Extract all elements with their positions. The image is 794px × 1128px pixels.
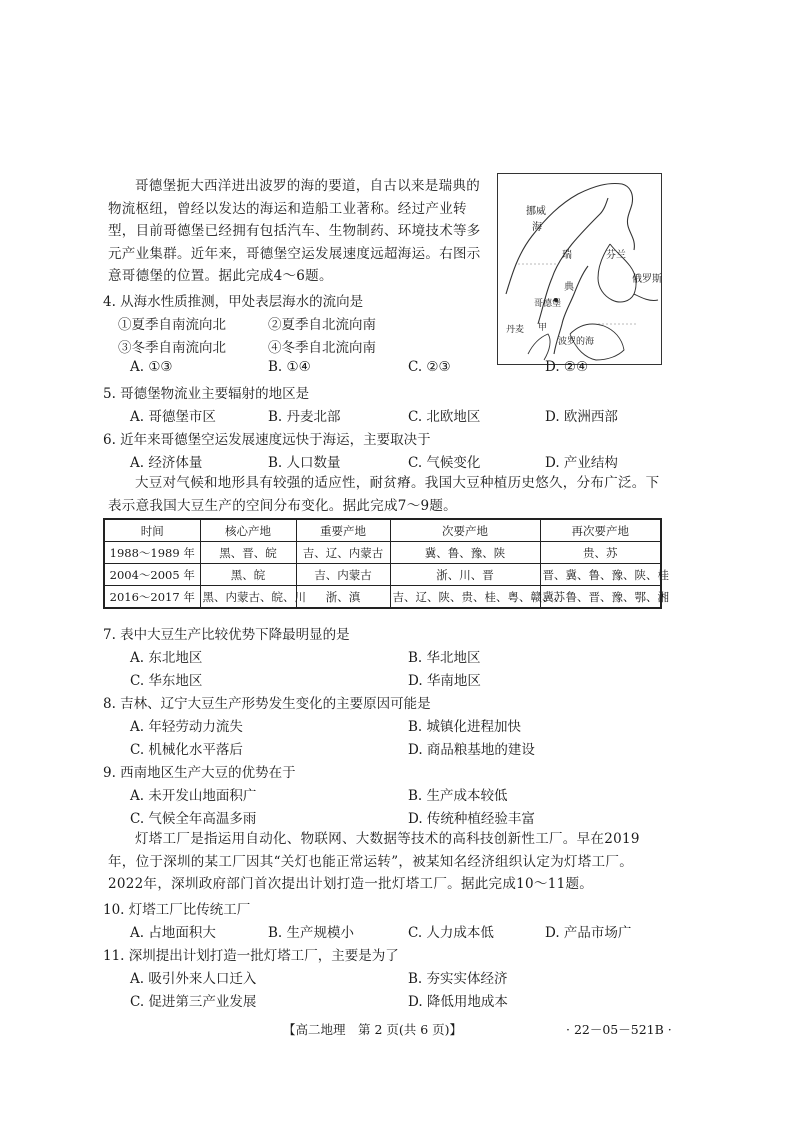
q7-option-b[interactable]: B. 华北地区	[408, 650, 481, 666]
q10-option-b[interactable]: B. 生产规模小	[268, 925, 355, 941]
q6-option-c[interactable]: C. 气候变化	[408, 455, 481, 471]
q10-option-d[interactable]: D. 产品市场广	[545, 925, 632, 941]
table-header: 重要产地	[296, 519, 390, 542]
table-cell: 冀、鲁、豫、陕	[390, 542, 540, 564]
table-cell: 吉、辽、陕、贵、桂、粤、赣、苏	[390, 586, 540, 609]
q6-option-a[interactable]: A. 经济体量	[130, 455, 203, 471]
q10-option-c[interactable]: C. 人力成本低	[408, 925, 494, 941]
table-cell: 浙、滇	[296, 586, 390, 609]
q4-item-1: ①夏季自南流向北	[118, 317, 226, 333]
passage-goteborg: 哥德堡扼大西洋进出波罗的海的要道，自古以来是瑞典的物流枢纽，曾经以发达的海运和造船工业著称。经过产业转型，目前哥德堡已经拥有包括汽车、生物制药、环境技术等多元产业集群。近年来，哥德堡空运发展速度远超海运。右图示意哥德堡的位置。据此完成4～6题。	[108, 178, 481, 284]
table-row	[104, 586, 661, 609]
q9-option-d[interactable]: D. 传统种植经验丰富	[408, 811, 535, 827]
table-header-row	[104, 519, 661, 542]
table-cell: 黑、晋、皖	[200, 542, 296, 564]
q4-option-b[interactable]: B. ①④	[268, 359, 311, 375]
table-cell: 冀、鲁、晋、豫、鄂、湘	[540, 586, 661, 609]
q9-option-a[interactable]: A. 未开发山地面积广	[130, 788, 257, 804]
table-header: 再次要产地	[540, 519, 661, 542]
q11-option-d[interactable]: D. 降低用地成本	[408, 994, 508, 1010]
table-cell: 2016～2017 年	[104, 586, 200, 609]
soybean-distribution-table	[103, 518, 669, 609]
passage-lighthouse-factory: 灯塔工厂是指运用自动化、物联网、大数据等技术的高科技创新性工厂。早在2019年，位于深圳的某工厂因其“关灯也能正常运转”，被某知名经济组织认定为灯塔工厂。2022年，深圳政府部门首次提出计划打造一批灯塔工厂。据此完成10～11题。	[108, 831, 640, 892]
q8-option-a[interactable]: A. 年轻劳动力流失	[130, 719, 243, 735]
q11-option-b[interactable]: B. 夯实实体经济	[408, 971, 508, 987]
question-7-stem: 7. 表中大豆生产比较优势下降最明显的是	[103, 627, 350, 643]
question-4-stem: 4. 从海水性质推测，甲处表层海水的流向是	[103, 294, 364, 310]
q6-option-b[interactable]: B. 人口数量	[268, 455, 341, 471]
q4-item-4: ④冬季自北流向南	[268, 340, 376, 356]
question-9-stem: 9. 西南地区生产大豆的优势在于	[103, 765, 296, 781]
q6-option-d[interactable]: D. 产业结构	[545, 455, 618, 471]
q4-option-a[interactable]: A. ①③	[130, 359, 173, 375]
question-6-stem: 6. 近年来哥德堡空运发展速度远快于海运，主要取决于	[103, 432, 431, 448]
q8-option-d[interactable]: D. 商品粮基地的建设	[408, 742, 535, 758]
table-header: 时间	[104, 519, 200, 542]
map-label-sweden-2: 典	[564, 282, 574, 293]
map-label-goteborg: 哥德堡	[534, 299, 562, 309]
table-cell: 吉、辽、内蒙古	[296, 542, 390, 564]
q10-option-a[interactable]: A. 占地面积大	[130, 925, 216, 941]
question-11-stem: 11. 深圳提出计划打造一批灯塔工厂，主要是为了	[103, 948, 399, 964]
q4-option-d[interactable]: D. ②④	[545, 359, 589, 375]
map-label-norway-sea: 海	[532, 222, 542, 233]
table-cell: 晋、冀、鲁、豫、陕、桂	[540, 564, 661, 586]
q5-option-c[interactable]: C. 北欧地区	[408, 409, 481, 425]
q8-option-b[interactable]: B. 城镇化进程加快	[408, 719, 522, 735]
q8-option-c[interactable]: C. 机械化水平落后	[130, 742, 243, 758]
goteborg-location-map	[497, 173, 662, 365]
table-cell: 吉、内蒙古	[296, 564, 390, 586]
q9-option-b[interactable]: B. 生产成本较低	[408, 788, 508, 804]
q4-item-2: ②夏季自北流向南	[268, 317, 376, 333]
passage-soybean: 大豆对气候和地形具有较强的适应性，耐贫瘠。我国大豆种植历史悠久，分布广泛。下表示意我国大豆生产的空间分布变化。据此完成7～9题。	[108, 475, 660, 514]
q4-item-3: ③冬季自南流向北	[118, 340, 226, 356]
table-row	[104, 564, 661, 586]
table-cell: 黑、内蒙古、皖、川	[200, 586, 296, 609]
q5-option-a[interactable]: A. 哥德堡市区	[130, 409, 216, 425]
table-cell: 1988～1989 年	[104, 542, 200, 564]
q4-option-c[interactable]: C. ②③	[408, 359, 451, 375]
q7-option-a[interactable]: A. 东北地区	[130, 650, 203, 666]
page-footer-title: 【高二地理 第 2 页(共 6 页)】	[283, 1022, 463, 1037]
map-label-norway: 挪威	[526, 206, 546, 217]
table-cell: 黑、皖	[200, 564, 296, 586]
map-label-jia: 甲	[538, 323, 548, 333]
q9-option-c[interactable]: C. 气候全年高温多雨	[130, 811, 257, 827]
table-cell: 贵、苏	[540, 542, 661, 564]
map-label-denmark: 丹麦	[506, 325, 525, 335]
q11-option-c[interactable]: C. 促进第三产业发展	[130, 994, 257, 1010]
q7-option-d[interactable]: D. 华南地区	[408, 673, 481, 689]
q7-option-c[interactable]: C. 华东地区	[130, 673, 203, 689]
q5-option-d[interactable]: D. 欧洲西部	[545, 409, 618, 425]
question-10-stem: 10. 灯塔工厂比传统工厂	[103, 902, 251, 918]
table-header: 核心产地	[200, 519, 296, 542]
q11-option-a[interactable]: A. 吸引外来人口迁入	[130, 971, 257, 987]
table-row	[104, 542, 661, 564]
table-header: 次要产地	[390, 519, 540, 542]
map-label-russia: 俄罗斯	[632, 274, 662, 285]
question-8-stem: 8. 吉林、辽宁大豆生产形势发生变化的主要原因可能是	[103, 696, 431, 712]
page-footer-code: · 22－05－521B ·	[566, 1022, 672, 1037]
q5-option-b[interactable]: B. 丹麦北部	[268, 409, 341, 425]
question-5-stem: 5. 哥德堡物流业主要辐射的地区是	[103, 386, 310, 402]
table-cell: 浙、川、晋	[390, 564, 540, 586]
map-label-sweden-1: 瑞	[562, 250, 572, 261]
table-cell: 2004～2005 年	[104, 564, 200, 586]
map-label-finland: 芬兰	[606, 250, 626, 261]
map-label-baltic: 波罗的海	[558, 337, 595, 347]
